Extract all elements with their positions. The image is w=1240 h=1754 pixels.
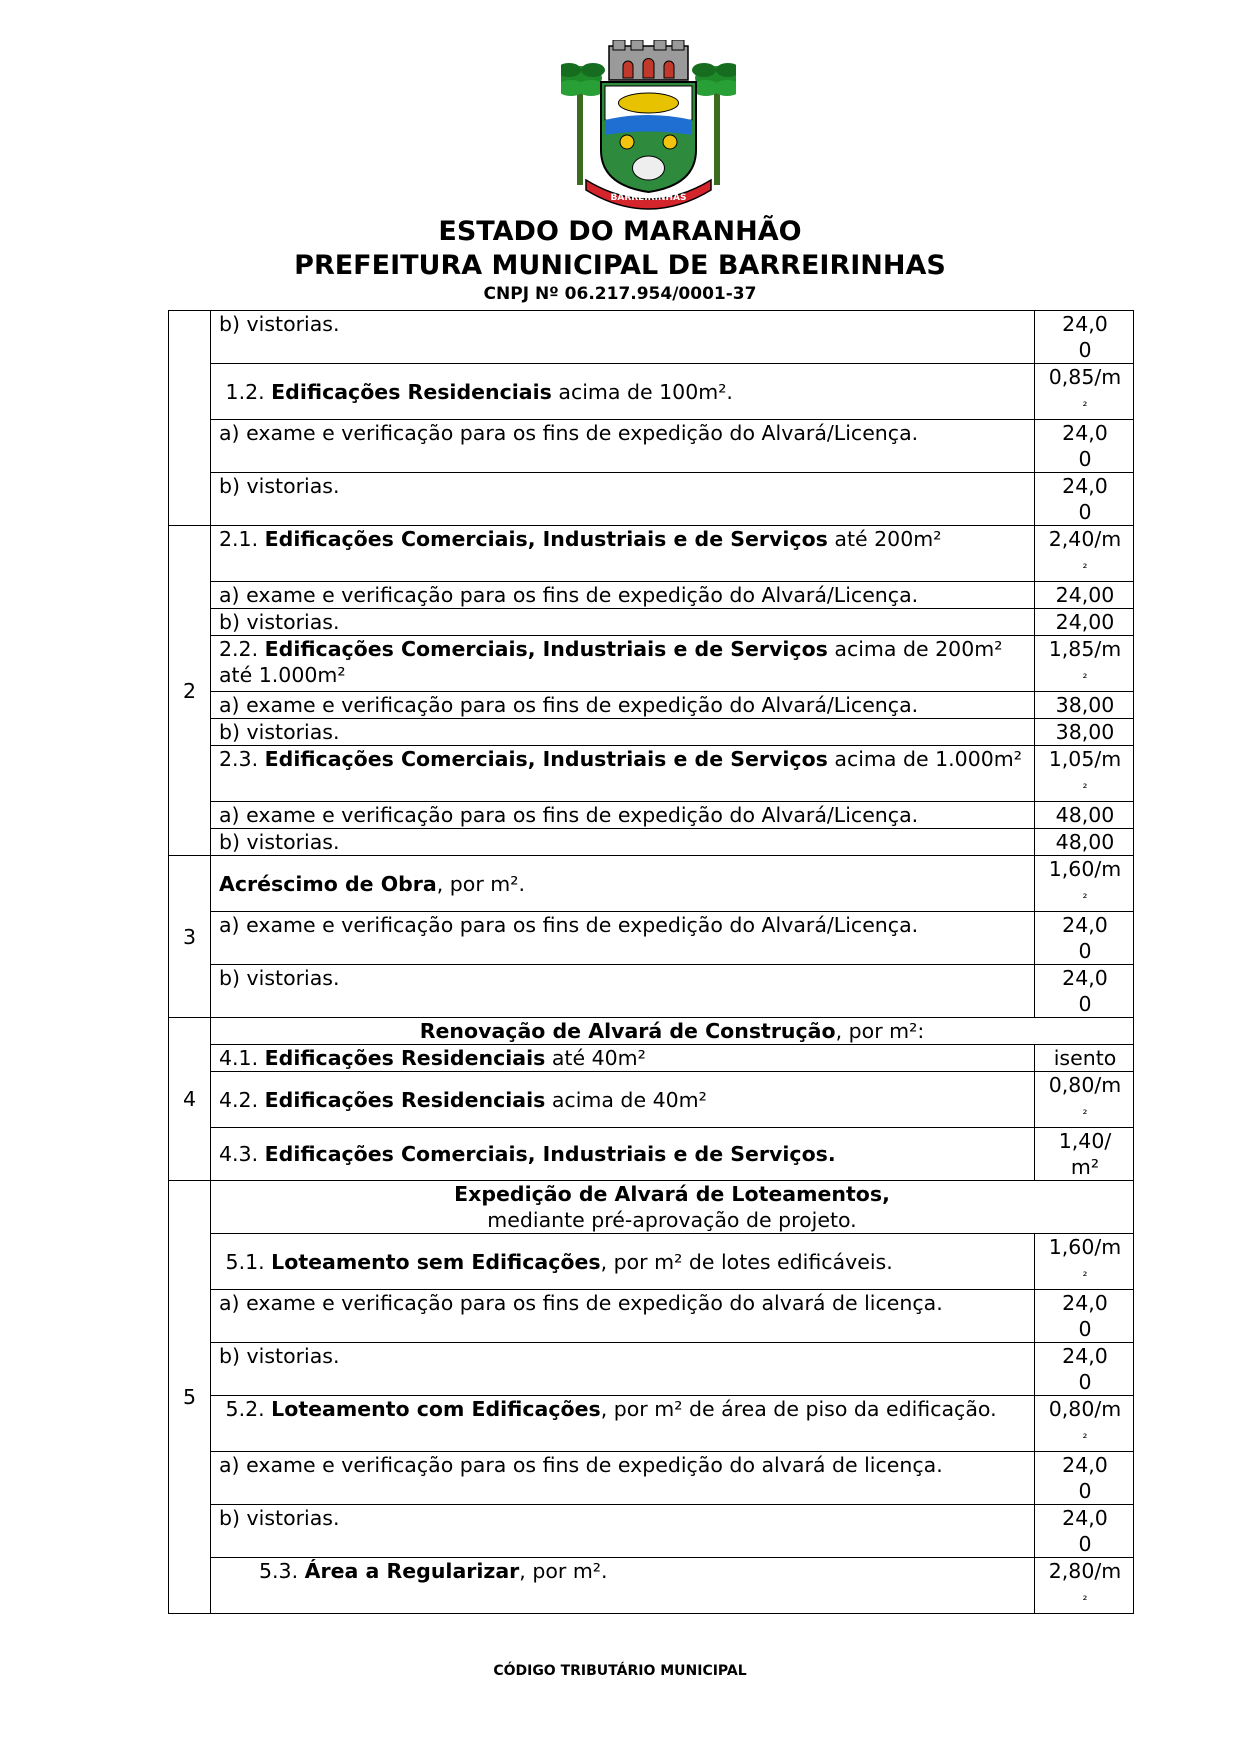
item-description: a) exame e verificação para os fins de expedição do alvará de licença.	[211, 1452, 1035, 1505]
table-row	[169, 1505, 1134, 1558]
group-number-cell: 3	[169, 856, 211, 1018]
table-row	[169, 1128, 1134, 1181]
item-value: 24,0 0	[1035, 420, 1134, 473]
table-row	[169, 719, 1134, 746]
table-row	[169, 912, 1134, 965]
table-row	[169, 1558, 1134, 1614]
item-description: a) exame e verificação para os fins de expedição do Alvará/Licença.	[211, 802, 1035, 829]
item-description: b) vistorias.	[211, 719, 1035, 746]
item-description: 4.1. Edificações Residenciais até 40m²	[211, 1045, 1035, 1072]
item-description: a) exame e verificação para os fins de expedição do Alvará/Licença.	[211, 420, 1035, 473]
table-row	[169, 856, 1134, 912]
item-description: a) exame e verificação para os fins de expedição do Alvará/Licença.	[211, 582, 1035, 609]
table-row	[169, 364, 1134, 420]
item-value: 24,0 0	[1035, 473, 1134, 526]
table-row	[169, 1234, 1134, 1290]
table-row	[169, 829, 1134, 856]
item-value: 24,0 0	[1035, 965, 1134, 1018]
ribbon-text: BARREIRINHAS	[610, 193, 687, 203]
section-heading: Expedição de Alvará de Loteamentos, mediante pré-aprovação de projeto.	[211, 1181, 1134, 1234]
item-value: 1,60/m ²	[1035, 1234, 1134, 1290]
item-value: 24,0 0	[1035, 912, 1134, 965]
fee-table	[168, 310, 1134, 1614]
state-title: ESTADO DO MARANHÃO	[438, 216, 802, 247]
table-row	[169, 311, 1134, 364]
item-description: a) exame e verificação para os fins de expedição do alvará de licença.	[211, 1290, 1035, 1343]
item-value: 38,00	[1035, 692, 1134, 719]
item-description: 2.1. Edificações Comerciais, Industriais e de Serviços até 200m²	[211, 526, 1035, 582]
section-heading: Renovação de Alvará de Construção, por m²:	[211, 1018, 1134, 1045]
item-value: 0,80/m ²	[1035, 1072, 1134, 1128]
item-value: 1,60/m ²	[1035, 856, 1134, 912]
table-row	[169, 526, 1134, 582]
table-row	[169, 609, 1134, 636]
item-value: 0,80/m ²	[1035, 1396, 1134, 1452]
item-description: Acréscimo de Obra, por m².	[211, 856, 1035, 912]
shield-icon	[601, 82, 696, 192]
item-description: 1.2. Edificações Residenciais acima de 100m².	[211, 364, 1035, 420]
item-description: 5.1. Loteamento sem Edificações, por m² de lotes edificáveis.	[211, 1234, 1035, 1290]
item-value: 24,0 0	[1035, 1290, 1134, 1343]
city-hall-title: PREFEITURA MUNICIPAL DE BARREIRINHAS	[294, 250, 946, 281]
table-row	[169, 582, 1134, 609]
item-value: 48,00	[1035, 829, 1134, 856]
item-description: a) exame e verificação para os fins de expedição do Alvará/Licença.	[211, 692, 1035, 719]
item-description: b) vistorias.	[211, 965, 1035, 1018]
table-row	[169, 965, 1134, 1018]
item-value: 0,85/m ²	[1035, 364, 1134, 420]
item-value: 1,85/m ²	[1035, 636, 1134, 692]
item-value: isento	[1035, 1045, 1134, 1072]
table-row	[169, 1452, 1134, 1505]
item-description: 4.3. Edificações Comerciais, Industriais e de Serviços.	[211, 1128, 1035, 1181]
item-value: 48,00	[1035, 802, 1134, 829]
item-description: 4.2. Edificações Residenciais acima de 40m²	[211, 1072, 1035, 1128]
group-number-cell: 5	[169, 1181, 211, 1614]
item-value: 1,05/m ²	[1035, 746, 1134, 802]
item-value: 24,0 0	[1035, 1505, 1134, 1558]
mural-crown-icon	[609, 40, 688, 80]
item-description: 5.2. Loteamento com Edificações, por m² de área de piso da edificação.	[211, 1396, 1035, 1452]
group-number-cell: 4	[169, 1018, 211, 1181]
item-value: 24,0 0	[1035, 1452, 1134, 1505]
item-description: b) vistorias.	[211, 311, 1035, 364]
table-row	[169, 1072, 1134, 1128]
table-row	[169, 802, 1134, 829]
item-value: 24,0 0	[1035, 1343, 1134, 1396]
table-row	[169, 1396, 1134, 1452]
table-row	[169, 692, 1134, 719]
item-description: b) vistorias.	[211, 1505, 1035, 1558]
item-description: 2.3. Edificações Comerciais, Industriais e de Serviços acima de 1.000m²	[211, 746, 1035, 802]
item-value: 38,00	[1035, 719, 1134, 746]
table-row	[169, 420, 1134, 473]
item-value: 24,00	[1035, 609, 1134, 636]
item-value: 24,00	[1035, 582, 1134, 609]
municipal-coat-of-arms	[561, 40, 736, 210]
item-description: b) vistorias.	[211, 829, 1035, 856]
table-row	[169, 636, 1134, 692]
group-number-cell: 2	[169, 526, 211, 856]
item-description: b) vistorias.	[211, 609, 1035, 636]
item-description: b) vistorias.	[211, 473, 1035, 526]
palm-tree-left-icon	[561, 63, 605, 185]
item-value: 2,40/m ²	[1035, 526, 1134, 582]
table-row	[169, 746, 1134, 802]
item-value: 2,80/m ²	[1035, 1558, 1134, 1614]
table-row	[169, 473, 1134, 526]
page-footer: CÓDIGO TRIBUTÁRIO MUNICIPAL	[493, 1663, 747, 1679]
group-number-cell	[169, 311, 211, 526]
item-description: 2.2. Edificações Comerciais, Industriais e de Serviços acima de 200m² até 1.000m²	[211, 636, 1035, 692]
item-value: 1,40/ m²	[1035, 1128, 1134, 1181]
table-row	[169, 1181, 1134, 1234]
item-description: 5.3. Área a Regularizar, por m².	[211, 1558, 1035, 1614]
table-row	[169, 1290, 1134, 1343]
item-description: a) exame e verificação para os fins de expedição do Alvará/Licença.	[211, 912, 1035, 965]
palm-tree-right-icon	[692, 63, 736, 185]
table-row	[169, 1343, 1134, 1396]
cnpj-line: CNPJ Nº 06.217.954/0001-37	[483, 284, 757, 304]
table-row	[169, 1045, 1134, 1072]
table-row	[169, 1018, 1134, 1045]
item-description: b) vistorias.	[211, 1343, 1035, 1396]
item-value: 24,0 0	[1035, 311, 1134, 364]
